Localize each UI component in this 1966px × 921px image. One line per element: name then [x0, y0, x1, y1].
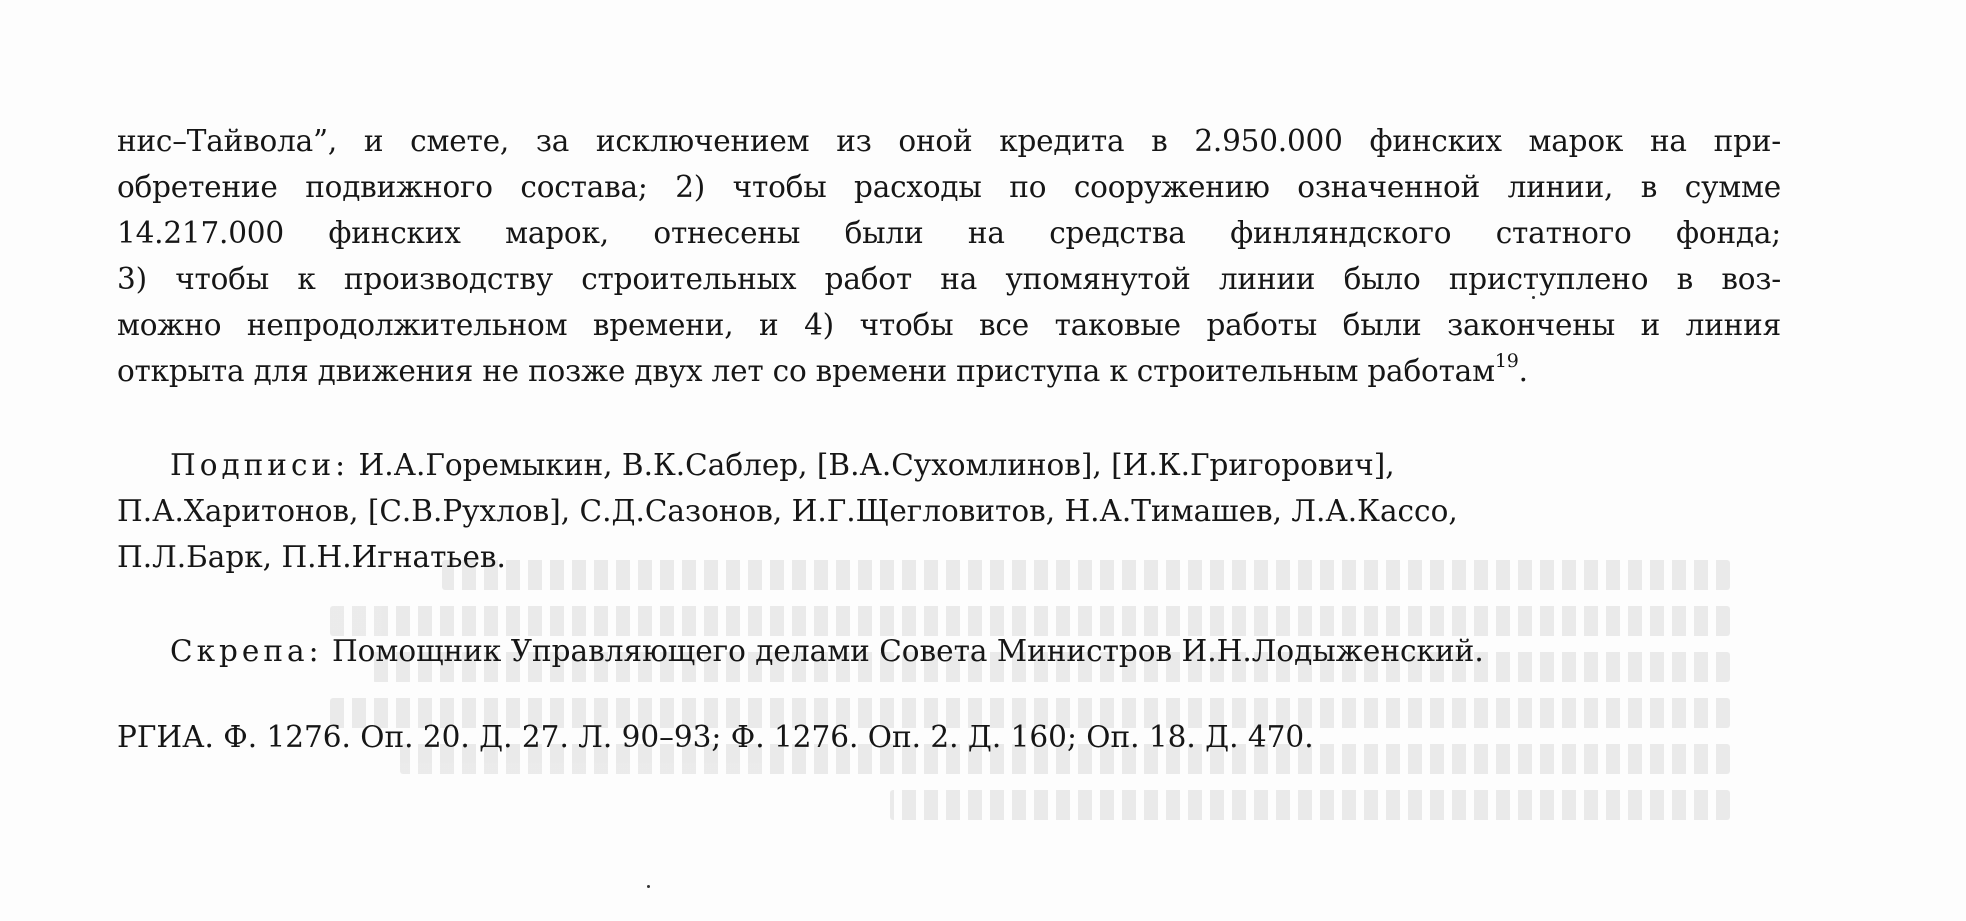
signatures-block [117, 442, 1781, 580]
paragraph-final-punct: . [1518, 354, 1528, 388]
paragraph-line-2: обретение подвижного состава; 2) чтобы расходы по сооружению означенной линии, в сумме [117, 170, 1781, 204]
decree-paragraph [117, 118, 1781, 394]
speck-1 [647, 885, 650, 888]
paragraph-line-3: 14.217.000 финских марок, отнесены были на средства финляндского статного фонда; [117, 216, 1781, 250]
skrepa-label: Скрепа: [170, 634, 323, 668]
paragraph-line-6 [117, 348, 1781, 394]
speck-2 [1532, 296, 1535, 299]
footnote-marker: 19 [1494, 350, 1519, 372]
signatures-line-2: П.А.Харитонов, [С.В.Рухлов], С.Д.Сазонов, И.Г.Щегловитов, Н.А.Тимашев, Л.А.Кассо, [117, 494, 1458, 528]
signatures-names-1: И.А.Горемыкин, В.К.Саблер, [В.А.Сухомлинов], [И.К.Григорович], [358, 448, 1395, 482]
paragraph-line-4: 3) чтобы к производству строительных работ на упомянутой линии было приступлено в воз- [117, 262, 1781, 296]
paragraph-line-6-text: открыта для движения не позже двух лет со времени приступа к строительным работам [117, 354, 1495, 388]
archive-reference [117, 714, 1781, 760]
paragraph-line-1: нис–Тайвола”, и смете, за исключением из оной кредита в 2.950.000 финских марок на при- [117, 124, 1781, 158]
skrepa-text: Помощник Управляющего делами Совета Министров И.Н.Лодыженский. [331, 634, 1484, 668]
skrepa-block [117, 628, 1781, 674]
archive-reference-text: РГИА. Ф. 1276. Оп. 20. Д. 27. Л. 90–93; Ф. 1276. Оп. 2. Д. 160; Оп. 18. Д. 470. [117, 720, 1314, 754]
signatures-label: Подписи: [170, 448, 350, 482]
signatures-line-3: П.Л.Барк, П.Н.Игнатьев. [117, 540, 506, 574]
signatures-line-1 [117, 442, 1781, 488]
skrepa-line [117, 628, 1781, 674]
paragraph-line-5: можно непродолжительном времени, и 4) чтобы все таковые работы были закончены и линия [117, 308, 1781, 342]
